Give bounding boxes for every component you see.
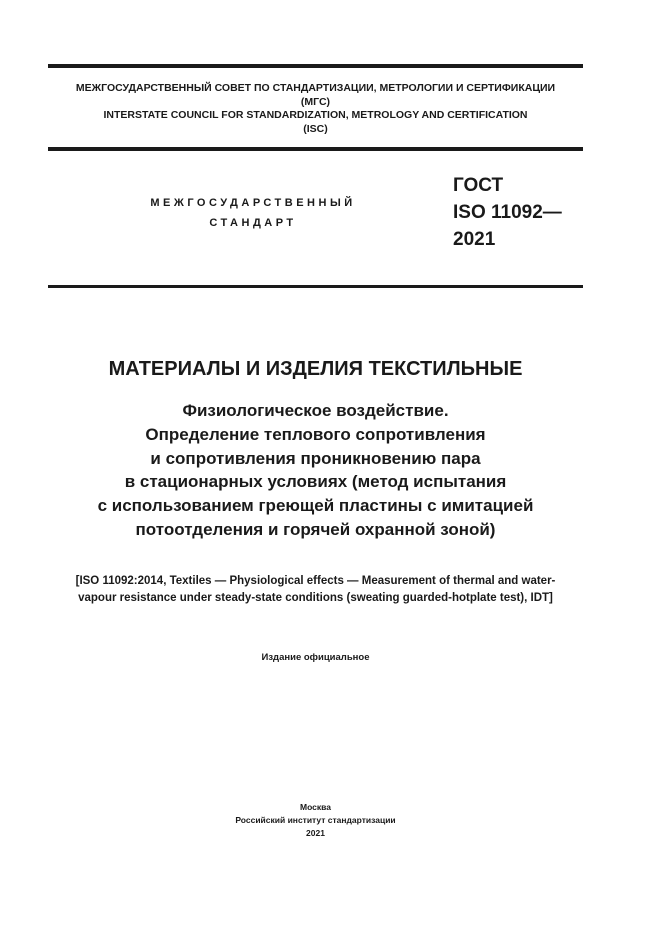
subtitle-line: и сопротивления проникновению пара	[150, 448, 481, 468]
standard-year: 2021	[453, 229, 496, 250]
standard-number: ISO 11092—	[453, 202, 562, 223]
subtitle-line: Определение теплового сопротивления	[145, 424, 486, 444]
international-reference-line2: vapour resistance under steady-state conditions (sweating guarded-hotplate test), IDT]	[78, 591, 553, 604]
document-subtitle	[0, 399, 631, 542]
standard-type-line1: МЕЖГОСУДАРСТВЕННЫЙ	[150, 197, 356, 209]
council-name-en: INTERSTATE COUNCIL FOR STANDARDIZATION, METROLOGY AND CERTIFICATION	[103, 109, 528, 121]
standard-code: ГОСТ	[453, 175, 504, 196]
subtitle-line: потоотделения и горячей охранной зоной)	[135, 519, 496, 539]
top-rule	[48, 64, 583, 68]
subtitle-line: с использованием греющей пластины с имитацией	[97, 496, 534, 516]
standard-type-line2: СТАНДАРТ	[209, 217, 297, 229]
designation-rule	[48, 285, 583, 288]
edition-note: Издание официальное	[261, 652, 370, 663]
council-abbr-ru: (МГС)	[300, 95, 331, 108]
council-name-ru: МЕЖГОСУДАРСТВЕННЫЙ СОВЕТ ПО СТАНДАРТИЗАЦИИ, МЕТРОЛОГИИ И СЕРТИФИКАЦИИ	[75, 82, 556, 94]
council-header	[48, 82, 583, 136]
header-rule	[48, 147, 583, 151]
international-reference-line1: [ISO 11092:2014, Textiles — Physiological effects — Measurement of thermal and water-	[75, 575, 556, 587]
council-abbr-en: (ISC)	[303, 122, 328, 135]
publisher-city: Москва	[300, 802, 331, 812]
standard-type	[128, 193, 378, 233]
subtitle-line: в стационарных условиях (метод испытания	[124, 472, 507, 492]
document-title: МАТЕРИАЛЫ И ИЗДЕЛИЯ ТЕКСТИЛЬНЫЕ	[108, 358, 523, 380]
publisher-block	[0, 801, 631, 840]
publisher-institute: Российский институт стандартизации	[235, 815, 396, 825]
standard-designation	[453, 172, 562, 253]
international-reference	[0, 573, 631, 606]
subtitle-line: Физиологическое воздействие.	[182, 401, 449, 420]
publisher-year: 2021	[306, 828, 325, 838]
